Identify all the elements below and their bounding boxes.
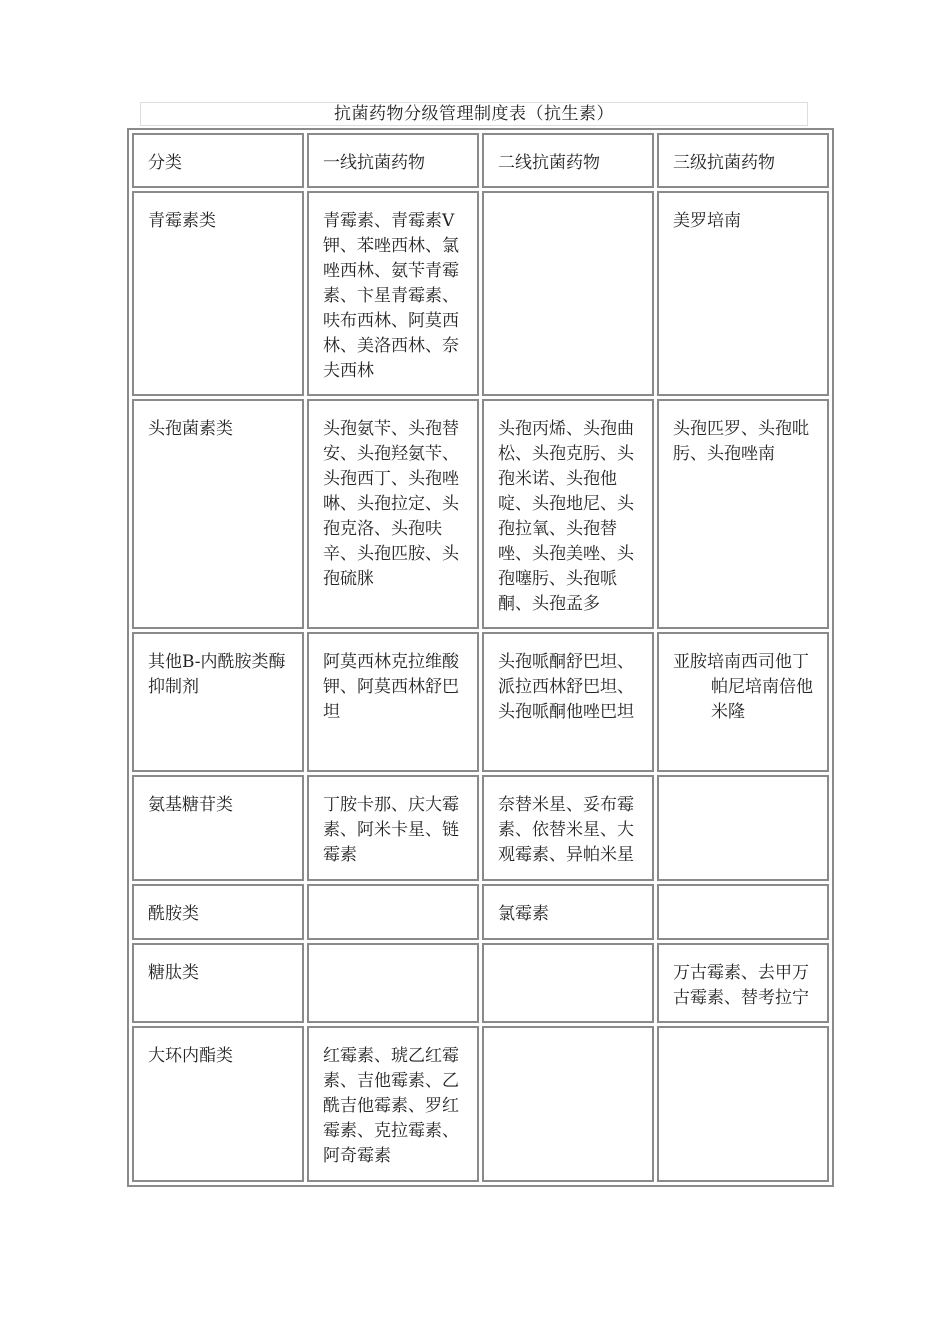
third-line-text: 亚胺培南西司他丁 [673,652,809,672]
table-row [132,1026,829,1182]
antibiotic-grading-table [127,128,834,1187]
cell-third-line [657,775,829,881]
cell-category: 其他B-内酰胺类酶抑制剂 [132,632,304,772]
cell-first-line [307,884,479,940]
cell-third-line: 头孢匹罗、头孢吡肟、头孢唑南 [657,399,829,629]
cell-first-line: 红霉素、琥乙红霉素、吉他霉素、乙酰吉他霉素、罗红霉素、克拉霉素、阿奇霉素 [307,1026,479,1182]
table-row [132,943,829,1023]
cell-second-line [482,943,654,1023]
cell-second-line: 头孢丙烯、头孢曲松、头孢克肟、头孢米诺、头孢他啶、头孢地尼、头孢拉氧、头孢替唑、头孢美唑、头孢噻肟、头孢哌酮、头孢孟多 [482,399,654,629]
cell-third-line: 万古霉素、去甲万古霉素、替考拉宁 [657,943,829,1023]
header-second-line: 二线抗菌药物 [482,133,654,188]
cell-first-line: 丁胺卡那、庆大霉素、阿米卡星、链霉素 [307,775,479,881]
cell-category: 大环内酯类 [132,1026,304,1182]
cell-third-line: 美罗培南 [657,191,829,396]
third-line-extra-text: 帕尼培南倍他米隆 [711,677,813,722]
cell-third-line [657,632,829,772]
cell-second-line: 头孢哌酮舒巴坦、派拉西林舒巴坦、头孢哌酮他唑巴坦 [482,632,654,772]
table-header-row [132,133,829,188]
cell-first-line: 阿莫西林克拉维酸钾、阿莫西林舒巴坦 [307,632,479,772]
cell-third-line [657,1026,829,1182]
cell-category: 糖肽类 [132,943,304,1023]
cell-second-line [482,191,654,396]
table-row [132,399,829,629]
header-category: 分类 [132,133,304,188]
header-first-line: 一线抗菌药物 [307,133,479,188]
table-row [132,632,829,772]
table-row [132,884,829,940]
cell-first-line [307,943,479,1023]
table-row [132,775,829,881]
cell-second-line [482,1026,654,1182]
table-row [132,191,829,396]
cell-category: 头孢菌素类 [132,399,304,629]
table-title: 抗菌药物分级管理制度表（抗生素） [140,102,808,126]
cell-first-line: 青霉素、青霉素Ⅴ钾、苯唑西林、氯唑西林、氨苄青霉素、卞星青霉素、呋布西林、阿莫西林、美洛西林、奈夫西林 [307,191,479,396]
cell-first-line: 头孢氨苄、头孢替安、头孢羟氨苄、头孢西丁、头孢唑啉、头孢拉定、头孢克洛、头孢呋辛、头孢匹胺、头孢硫脒 [307,399,479,629]
cell-category: 氨基糖苷类 [132,775,304,881]
cell-category: 青霉素类 [132,191,304,396]
cell-third-line [657,884,829,940]
cell-second-line: 氯霉素 [482,884,654,940]
cell-category: 酰胺类 [132,884,304,940]
cell-second-line: 奈替米星、妥布霉素、依替米星、大观霉素、异帕米星 [482,775,654,881]
header-third-line: 三级抗菌药物 [657,133,829,188]
